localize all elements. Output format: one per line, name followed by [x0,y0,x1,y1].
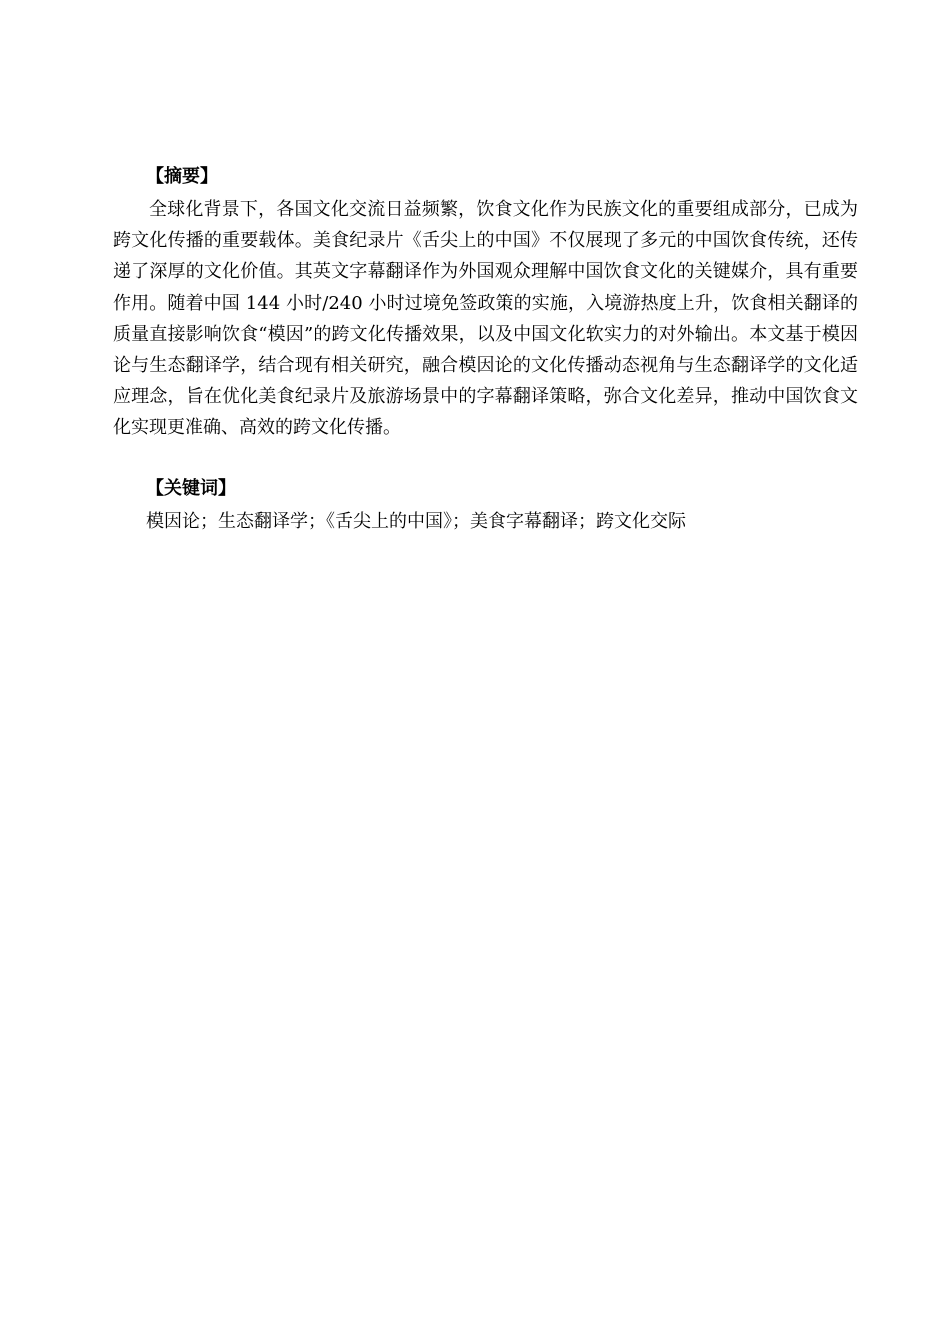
keywords-body: 模因论；生态翻译学；《舌尖上的中国》；美食字幕翻译；跨文化交际 [146,510,686,532]
document-page [113,162,858,537]
abstract-heading: 【摘要】 [146,166,218,187]
abstract-body: 全球化背景下，各国文化交流日益频繁，饮食文化作为民族文化的重要组成部分，已成为跨文化传播的重要载体。美食纪录片《舌尖上的中国》不仅展现了多元的中国饮食传统，还传递了深厚的文化价值。其英文字幕翻译作为外国观众理解中国饮食文化的关键媒介，具有重要作用。随着中国 144 小时/240 小时过境免签政策的实施，入境游热度上升，饮食相关翻译的质量直接影响饮食“模因”的跨文化传播效果，以及中国文化软实力的对外输出。本文基于模因论与生态翻译学，结合现有相关研究，融合模因论的文化传播动态视角与生态翻译学的文化适应理念，旨在优化美食纪录片及旅游场景中的字幕翻译策略，弥合文化差异，推动中国饮食文化实现更准确、高效的跨文化传播。 [113,199,858,439]
keywords-heading: 【关键词】 [146,477,236,499]
abstract-section [113,162,858,444]
keywords-section [113,474,858,537]
